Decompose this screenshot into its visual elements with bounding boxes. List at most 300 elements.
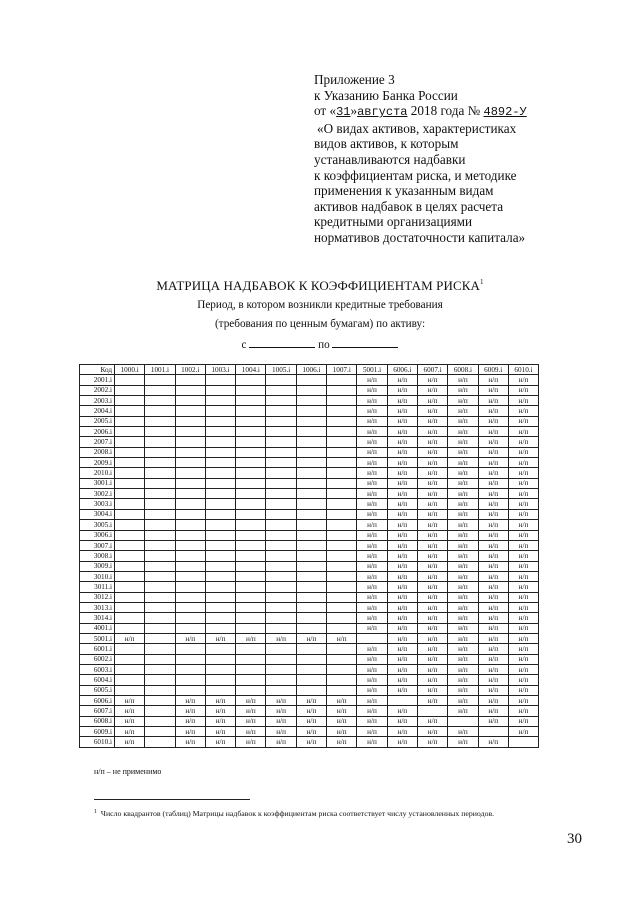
matrix-cell (115, 416, 145, 426)
matrix-cell (236, 406, 266, 416)
matrix-cell: н/п (417, 406, 447, 416)
matrix-cell (327, 478, 357, 488)
table-row (80, 727, 539, 737)
matrix-cell: н/п (357, 540, 387, 550)
matrix-cell (175, 416, 205, 426)
matrix-cell: н/п (448, 633, 478, 643)
matrix-cell (175, 654, 205, 664)
row-code: 3012.i (80, 592, 115, 602)
matrix-cell (296, 520, 326, 530)
matrix-cell: н/п (448, 396, 478, 406)
matrix-cell: н/п (357, 623, 387, 633)
matrix-cell (175, 675, 205, 685)
matrix-cell (296, 540, 326, 550)
matrix-cell (115, 396, 145, 406)
page-number: 30 (567, 831, 582, 847)
matrix-cell (115, 520, 145, 530)
matrix-cell: н/п (478, 675, 508, 685)
period-description-2: (требования по ценным бумагам) по активу: (214, 318, 426, 330)
matrix-cell (175, 685, 205, 695)
matrix-cell (296, 654, 326, 664)
matrix-cell: н/п (478, 385, 508, 395)
table-row (80, 468, 539, 478)
appendix-date-line: от «31»августа 2018 года № 4892-У (314, 103, 527, 120)
matrix-cell: н/п (387, 664, 417, 674)
matrix-cell (145, 447, 175, 457)
matrix-cell (175, 644, 205, 654)
matrix-cell: н/п (205, 727, 235, 737)
matrix-cell: н/п (205, 706, 235, 716)
matrix-cell (115, 437, 145, 447)
matrix-cell (145, 520, 175, 530)
appendix-desc-line: кредитными организациями (314, 214, 473, 230)
matrix-cell (145, 416, 175, 426)
matrix-cell (236, 530, 266, 540)
matrix-cell (205, 406, 235, 416)
matrix-cell (387, 696, 417, 706)
matrix-cell (327, 447, 357, 457)
table-row (80, 530, 539, 540)
matrix-cell: н/п (508, 406, 538, 416)
matrix-cell: н/п (508, 458, 538, 468)
table-row (80, 509, 539, 519)
matrix-cell (357, 633, 387, 643)
matrix-cell (236, 458, 266, 468)
matrix-cell: н/п (357, 478, 387, 488)
matrix-cell (145, 623, 175, 633)
row-code: 6004.i (80, 675, 115, 685)
matrix-cell: н/п (448, 561, 478, 571)
matrix-cell (145, 437, 175, 447)
matrix-cell: н/п (448, 385, 478, 395)
row-code: 2004.i (80, 406, 115, 416)
matrix-cell (266, 592, 296, 602)
matrix-cell: н/п (417, 571, 447, 581)
matrix-cell: н/п (478, 551, 508, 561)
table-row (80, 520, 539, 530)
matrix-cell: н/п (417, 499, 447, 509)
matrix-cell (205, 385, 235, 395)
matrix-cell: н/п (478, 571, 508, 581)
matrix-cell: н/п (327, 716, 357, 726)
matrix-cell (327, 427, 357, 437)
matrix-cell (327, 675, 357, 685)
matrix-cell (205, 685, 235, 695)
period-range: с по (0, 336, 640, 351)
matrix-cell: н/п (115, 737, 145, 747)
matrix-cell: н/п (478, 416, 508, 426)
footnote: $^1$ Число квадрантов (таблиц) Матрицы надбавок к коэффициентам риска соответствует числу установленных периодов. (94, 809, 495, 818)
matrix-cell (296, 478, 326, 488)
matrix-cell: н/п (417, 582, 447, 592)
matrix-cell (115, 592, 145, 602)
matrix-cell (115, 375, 145, 385)
matrix-cell (175, 613, 205, 623)
matrix-cell: н/п (387, 551, 417, 561)
matrix-cell: н/п (387, 540, 417, 550)
table-header-row (80, 365, 539, 375)
matrix-cell (266, 520, 296, 530)
matrix-cell (115, 458, 145, 468)
matrix-cell: н/п (357, 602, 387, 612)
matrix-cell (175, 664, 205, 674)
matrix-cell (327, 613, 357, 623)
matrix-cell (296, 592, 326, 602)
matrix-cell (205, 571, 235, 581)
matrix-cell (327, 468, 357, 478)
row-code: 3014.i (80, 613, 115, 623)
column-header: 1000.i (115, 365, 145, 375)
matrix-cell (327, 416, 357, 426)
matrix-cell (266, 416, 296, 426)
matrix-cell (236, 654, 266, 664)
matrix-cell (145, 582, 175, 592)
matrix-cell (115, 582, 145, 592)
row-code: 6002.i (80, 654, 115, 664)
column-header: 6010.i (508, 365, 538, 375)
matrix-cell (266, 437, 296, 447)
matrix-cell: н/п (175, 716, 205, 726)
row-code: 2008.i (80, 447, 115, 457)
matrix-cell (327, 375, 357, 385)
matrix-cell (236, 468, 266, 478)
row-code: 3001.i (80, 478, 115, 488)
matrix-cell: н/п (387, 561, 417, 571)
matrix-cell: н/п (508, 623, 538, 633)
matrix-cell (327, 592, 357, 602)
matrix-cell: н/п (448, 727, 478, 737)
matrix-cell (417, 706, 447, 716)
matrix-cell (236, 561, 266, 571)
matrix-cell (205, 509, 235, 519)
matrix-cell (175, 447, 205, 457)
matrix-cell (145, 706, 175, 716)
matrix-cell: н/п (478, 427, 508, 437)
matrix-cell (115, 530, 145, 540)
matrix-cell: н/п (448, 654, 478, 664)
row-code: 4001.i (80, 623, 115, 633)
matrix-cell: н/п (417, 437, 447, 447)
matrix-cell: н/п (508, 468, 538, 478)
matrix-cell (115, 385, 145, 395)
matrix-cell (296, 644, 326, 654)
to-date-blank (332, 336, 398, 348)
matrix-cell (236, 416, 266, 426)
matrix-cell: н/п (357, 613, 387, 623)
matrix-cell (236, 385, 266, 395)
table-row (80, 489, 539, 499)
matrix-cell (115, 675, 145, 685)
matrix-cell: н/п (478, 561, 508, 571)
matrix-cell (175, 582, 205, 592)
matrix-cell: н/п (478, 458, 508, 468)
matrix-cell: н/п (448, 685, 478, 695)
matrix-cell (296, 664, 326, 674)
matrix-cell: н/п (357, 509, 387, 519)
matrix-cell: н/п (508, 644, 538, 654)
matrix-cell (296, 458, 326, 468)
row-code: 3010.i (80, 571, 115, 581)
row-code: 3013.i (80, 602, 115, 612)
matrix-cell (236, 623, 266, 633)
matrix-cell (205, 644, 235, 654)
matrix-cell (205, 489, 235, 499)
matrix-cell (115, 664, 145, 674)
table-row (80, 644, 539, 654)
matrix-cell: н/п (508, 447, 538, 457)
handwritten-number: 4892-У (483, 105, 527, 120)
matrix-cell: н/п (508, 633, 538, 643)
matrix-cell: н/п (357, 582, 387, 592)
matrix-cell (175, 623, 205, 633)
row-code: 3004.i (80, 509, 115, 519)
matrix-cell (236, 437, 266, 447)
matrix-cell: н/п (478, 499, 508, 509)
matrix-cell: н/п (387, 737, 417, 747)
matrix-cell: н/п (387, 427, 417, 437)
matrix-cell: н/п (448, 458, 478, 468)
table-row (80, 613, 539, 623)
matrix-cell: н/п (296, 716, 326, 726)
matrix-cell: н/п (236, 696, 266, 706)
matrix-cell: н/п (357, 489, 387, 499)
matrix-cell (327, 406, 357, 416)
matrix-cell (266, 613, 296, 623)
matrix-cell (115, 540, 145, 550)
matrix-cell: н/п (387, 727, 417, 737)
matrix-cell: н/п (448, 499, 478, 509)
matrix-cell: н/п (417, 675, 447, 685)
matrix-cell: н/п (478, 685, 508, 695)
matrix-cell: н/п (448, 737, 478, 747)
matrix-cell: н/п (508, 571, 538, 581)
matrix-cell (205, 664, 235, 674)
matrix-cell: н/п (478, 737, 508, 747)
matrix-cell: н/п (327, 696, 357, 706)
matrix-cell: н/п (448, 613, 478, 623)
matrix-cell: н/п (448, 520, 478, 530)
row-code: 2002.i (80, 385, 115, 395)
matrix-cell: н/п (478, 447, 508, 457)
table-row (80, 592, 539, 602)
matrix-cell: н/п (357, 644, 387, 654)
matrix-cell (327, 664, 357, 674)
matrix-cell (205, 468, 235, 478)
matrix-cell: н/п (508, 520, 538, 530)
matrix-cell: н/п (417, 716, 447, 726)
matrix-cell (296, 499, 326, 509)
column-header: 1004.i (236, 365, 266, 375)
matrix-cell (115, 447, 145, 457)
row-code: 6003.i (80, 664, 115, 674)
matrix-cell (205, 623, 235, 633)
column-header: 6009.i (478, 365, 508, 375)
table-row (80, 499, 539, 509)
appendix-desc-line: «О видах активов, характеристиках (317, 120, 517, 136)
matrix-cell (478, 727, 508, 737)
matrix-cell: н/п (478, 437, 508, 447)
matrix-cell (115, 571, 145, 581)
matrix-cell (175, 437, 205, 447)
matrix-cell (145, 664, 175, 674)
matrix-cell: н/п (357, 396, 387, 406)
matrix-cell (115, 509, 145, 519)
matrix-cell (266, 396, 296, 406)
matrix-cell: н/п (296, 706, 326, 716)
appendix-desc-line: видов активов, к которым (314, 136, 459, 152)
matrix-cell (175, 406, 205, 416)
matrix-cell: н/п (115, 716, 145, 726)
matrix-cell: н/п (387, 375, 417, 385)
matrix-cell (296, 685, 326, 695)
matrix-cell (327, 654, 357, 664)
matrix-cell: н/п (387, 416, 417, 426)
matrix-cell: н/п (266, 716, 296, 726)
matrix-cell: н/п (478, 509, 508, 519)
matrix-cell: н/п (266, 737, 296, 747)
table-row (80, 396, 539, 406)
matrix-cell: н/п (296, 633, 326, 643)
matrix-cell: н/п (478, 489, 508, 499)
matrix-cell: н/п (175, 696, 205, 706)
matrix-cell: н/п (387, 623, 417, 633)
matrix-cell (296, 623, 326, 633)
matrix-cell (175, 468, 205, 478)
matrix-cell (327, 385, 357, 395)
matrix-cell: н/п (417, 727, 447, 737)
matrix-cell (175, 499, 205, 509)
matrix-cell (266, 489, 296, 499)
matrix-cell: н/п (508, 706, 538, 716)
matrix-cell (115, 644, 145, 654)
column-header: 1001.i (145, 365, 175, 375)
row-code: 3006.i (80, 530, 115, 540)
matrix-cell (115, 427, 145, 437)
matrix-cell: н/п (448, 696, 478, 706)
matrix-cell (205, 427, 235, 437)
matrix-cell: н/п (205, 696, 235, 706)
matrix-cell: н/п (387, 613, 417, 623)
matrix-cell: н/п (448, 478, 478, 488)
matrix-cell (205, 540, 235, 550)
matrix-cell (145, 499, 175, 509)
matrix-cell: н/п (417, 685, 447, 695)
matrix-cell (296, 530, 326, 540)
matrix-cell (115, 478, 145, 488)
matrix-cell (266, 375, 296, 385)
matrix-cell: н/п (115, 706, 145, 716)
matrix-cell: н/п (357, 664, 387, 674)
matrix-cell: н/п (296, 727, 326, 737)
matrix-cell: н/п (448, 551, 478, 561)
matrix-cell (175, 375, 205, 385)
matrix-cell: н/п (417, 458, 447, 468)
matrix-cell: н/п (387, 489, 417, 499)
column-header: 6008.i (448, 365, 478, 375)
matrix-cell: н/п (448, 375, 478, 385)
matrix-cell: н/п (478, 696, 508, 706)
matrix-cell (205, 447, 235, 457)
matrix-cell: н/п (327, 737, 357, 747)
row-code: 6010.i (80, 737, 115, 747)
matrix-cell: н/п (357, 530, 387, 540)
matrix-cell (205, 375, 235, 385)
matrix-cell: н/п (508, 540, 538, 550)
matrix-cell (175, 396, 205, 406)
matrix-cell: н/п (387, 706, 417, 716)
matrix-cell (266, 664, 296, 674)
matrix-cell: н/п (478, 406, 508, 416)
matrix-cell (145, 675, 175, 685)
matrix-cell: н/п (508, 499, 538, 509)
matrix-cell (236, 685, 266, 695)
matrix-cell: н/п (508, 530, 538, 540)
matrix-cell (175, 602, 205, 612)
matrix-cell: н/п (478, 716, 508, 726)
row-code: 2010.i (80, 468, 115, 478)
matrix-cell: н/п (448, 427, 478, 437)
matrix-cell (508, 737, 538, 747)
column-header-code: Код (80, 365, 115, 375)
matrix-cell: н/п (357, 737, 387, 747)
matrix-cell: н/п (357, 551, 387, 561)
table-row (80, 458, 539, 468)
matrix-cell (115, 551, 145, 561)
row-code: 3009.i (80, 561, 115, 571)
matrix-cell: н/п (417, 509, 447, 519)
matrix-cell (115, 623, 145, 633)
matrix-cell: н/п (508, 416, 538, 426)
matrix-cell (145, 561, 175, 571)
matrix-cell (175, 489, 205, 499)
matrix-cell: н/п (357, 468, 387, 478)
matrix-cell: н/п (387, 675, 417, 685)
appendix-desc-line: устанавливаются надбавки (314, 151, 466, 167)
matrix-cell (327, 571, 357, 581)
matrix-cell: н/п (115, 633, 145, 643)
matrix-cell: н/п (478, 654, 508, 664)
period-description: Период, в котором возникли кредитные требования (197, 299, 443, 311)
matrix-cell (145, 602, 175, 612)
matrix-cell: н/п (508, 654, 538, 664)
matrix-cell: н/п (448, 540, 478, 550)
table-row (80, 447, 539, 457)
matrix-cell: н/п (417, 520, 447, 530)
matrix-cell: н/п (417, 385, 447, 395)
column-header: 1006.i (296, 365, 326, 375)
matrix-cell: н/п (387, 571, 417, 581)
matrix-cell: н/п (296, 696, 326, 706)
table-row (80, 654, 539, 664)
matrix-cell: н/п (387, 582, 417, 592)
matrix-cell: н/п (417, 375, 447, 385)
matrix-cell: н/п (478, 644, 508, 654)
matrix-cell: н/п (417, 468, 447, 478)
matrix-cell (205, 416, 235, 426)
matrix-cell (266, 509, 296, 519)
matrix-cell (327, 602, 357, 612)
appendix-desc-line: активов надбавок в целях расчета (314, 198, 504, 214)
matrix-cell (296, 385, 326, 395)
matrix-cell (327, 437, 357, 447)
matrix-cell: н/п (508, 716, 538, 726)
matrix-cell: н/п (478, 706, 508, 716)
matrix-cell (205, 437, 235, 447)
matrix-cell (236, 509, 266, 519)
matrix-cell: н/п (266, 633, 296, 643)
matrix-cell: н/п (448, 592, 478, 602)
matrix-cell: н/п (387, 396, 417, 406)
